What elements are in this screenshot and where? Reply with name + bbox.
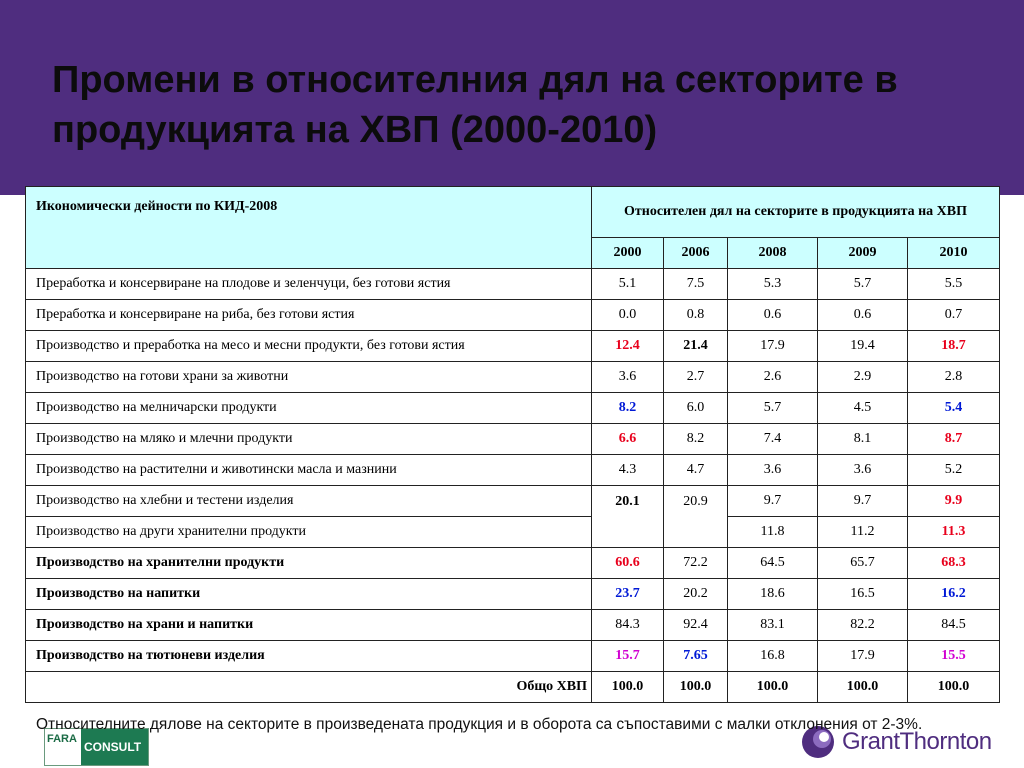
cell-value: 11.2	[818, 517, 908, 548]
cell-value: 82.2	[818, 610, 908, 641]
row-label: Производство на тютюневи изделия	[26, 641, 592, 672]
header-share: Относителен дял на секторите в продукцията на ХВП	[592, 187, 1000, 238]
year-2009-header: 2009	[818, 238, 908, 269]
year-2006-header: 2006	[664, 238, 728, 269]
row-label: Производство на напитки	[26, 579, 592, 610]
table-header-row	[26, 187, 1000, 238]
cell-value: 0.6	[728, 300, 818, 331]
total-value: 100.0	[592, 672, 664, 703]
cell-value: 4.3	[592, 455, 664, 486]
cell-value: 17.9	[818, 641, 908, 672]
cell-value: 6.6	[592, 424, 664, 455]
cell-value: 15.5	[908, 641, 1000, 672]
table-row	[26, 455, 1000, 486]
cell-value: 21.4	[664, 331, 728, 362]
row-label: Производство на готови храни за животни	[26, 362, 592, 393]
cell-value: 2.7	[664, 362, 728, 393]
total-value: 100.0	[664, 672, 728, 703]
cell-value: 9.7	[818, 486, 908, 517]
fara-logo-mark: FARA	[45, 729, 81, 765]
cell-value: 4.7	[664, 455, 728, 486]
cell-value: 16.8	[728, 641, 818, 672]
cell-value-merged: 20.9	[664, 486, 728, 548]
cell-value-merged: 20.1	[592, 486, 664, 548]
row-label: Производство на растителни и животински масла и мазнини	[26, 455, 592, 486]
row-label: Производство и преработка на месо и месни продукти, без готови ястия	[26, 331, 592, 362]
cell-value: 3.6	[728, 455, 818, 486]
year-2010-header: 2010	[908, 238, 1000, 269]
cell-value: 68.3	[908, 548, 1000, 579]
table-row	[26, 486, 1000, 517]
table-row	[26, 300, 1000, 331]
cell-value: 8.2	[592, 393, 664, 424]
cell-value: 23.7	[592, 579, 664, 610]
cell-value: 8.7	[908, 424, 1000, 455]
cell-value: 5.2	[908, 455, 1000, 486]
cell-value: 65.7	[818, 548, 908, 579]
consult-logo-text: CONSULT	[81, 729, 148, 765]
table-row	[26, 579, 1000, 610]
cell-value: 16.2	[908, 579, 1000, 610]
cell-value: 11.3	[908, 517, 1000, 548]
cell-value: 5.7	[818, 269, 908, 300]
title-line-2: продукцията на ХВП (2000-2010)	[52, 109, 658, 151]
cell-value: 0.8	[664, 300, 728, 331]
row-label: Преработка и консервиране на плодове и зеленчуци, без готови ястия	[26, 269, 592, 300]
table-total-row	[26, 672, 1000, 703]
cell-value: 2.6	[728, 362, 818, 393]
total-value: 100.0	[728, 672, 818, 703]
cell-value: 12.4	[592, 331, 664, 362]
table-row	[26, 548, 1000, 579]
table-row	[26, 424, 1000, 455]
cell-value: 18.6	[728, 579, 818, 610]
cell-value: 6.0	[664, 393, 728, 424]
row-label: Производство на други хранителни продукти	[26, 517, 592, 548]
grant-thornton-text: GrantThornton	[842, 728, 992, 755]
row-label: Производство на мелничарски продукти	[26, 393, 592, 424]
cell-value: 15.7	[592, 641, 664, 672]
cell-value: 92.4	[664, 610, 728, 641]
cell-value: 7.4	[728, 424, 818, 455]
footnote: Относителните дялове на секторите в произведената продукция и в оборота са съпоставими с малки отклонения от 2-3%.	[36, 716, 923, 733]
cell-value: 7.5	[664, 269, 728, 300]
cell-value: 17.9	[728, 331, 818, 362]
total-value: 100.0	[818, 672, 908, 703]
row-label: Производство на храни и напитки	[26, 610, 592, 641]
table-row	[26, 269, 1000, 300]
page-title	[52, 55, 992, 155]
cell-value: 18.7	[908, 331, 1000, 362]
cell-value: 83.1	[728, 610, 818, 641]
cell-value: 8.2	[664, 424, 728, 455]
cell-value: 60.6	[592, 548, 664, 579]
row-label: Преработка и консервиране на риба, без готови ястия	[26, 300, 592, 331]
cell-value: 0.7	[908, 300, 1000, 331]
cell-value: 84.3	[592, 610, 664, 641]
cell-value: 9.7	[728, 486, 818, 517]
cell-value: 5.1	[592, 269, 664, 300]
row-label: Производство на хранителни продукти	[26, 548, 592, 579]
header-activities: Икономически дейности по КИД-2008	[26, 187, 592, 269]
cell-value: 0.0	[592, 300, 664, 331]
sector-share-table	[25, 186, 1000, 703]
total-label: Общо ХВП	[26, 672, 592, 703]
cell-value: 11.8	[728, 517, 818, 548]
cell-value: 64.5	[728, 548, 818, 579]
cell-value: 5.7	[728, 393, 818, 424]
cell-value: 0.6	[818, 300, 908, 331]
table-row	[26, 517, 1000, 548]
cell-value: 5.4	[908, 393, 1000, 424]
table-row	[26, 641, 1000, 672]
year-2000-header: 2000	[592, 238, 664, 269]
cell-value: 20.2	[664, 579, 728, 610]
cell-value: 5.5	[908, 269, 1000, 300]
cell-value: 5.3	[728, 269, 818, 300]
cell-value: 2.9	[818, 362, 908, 393]
table-row	[26, 362, 1000, 393]
title-line-1: Промени в относителния дял на секторите в	[52, 59, 898, 101]
cell-value: 84.5	[908, 610, 1000, 641]
cell-value: 9.9	[908, 486, 1000, 517]
cell-value: 72.2	[664, 548, 728, 579]
year-2008-header: 2008	[728, 238, 818, 269]
cell-value: 4.5	[818, 393, 908, 424]
row-label: Производство на хлебни и тестени изделия	[26, 486, 592, 517]
cell-value: 19.4	[818, 331, 908, 362]
cell-value: 8.1	[818, 424, 908, 455]
table-row	[26, 393, 1000, 424]
cell-value: 3.6	[592, 362, 664, 393]
table-row	[26, 610, 1000, 641]
cell-value: 2.8	[908, 362, 1000, 393]
cell-value: 3.6	[818, 455, 908, 486]
cell-value: 7.65	[664, 641, 728, 672]
table-row	[26, 331, 1000, 362]
row-label: Производство на мляко и млечни продукти	[26, 424, 592, 455]
cell-value: 16.5	[818, 579, 908, 610]
total-value: 100.0	[908, 672, 1000, 703]
